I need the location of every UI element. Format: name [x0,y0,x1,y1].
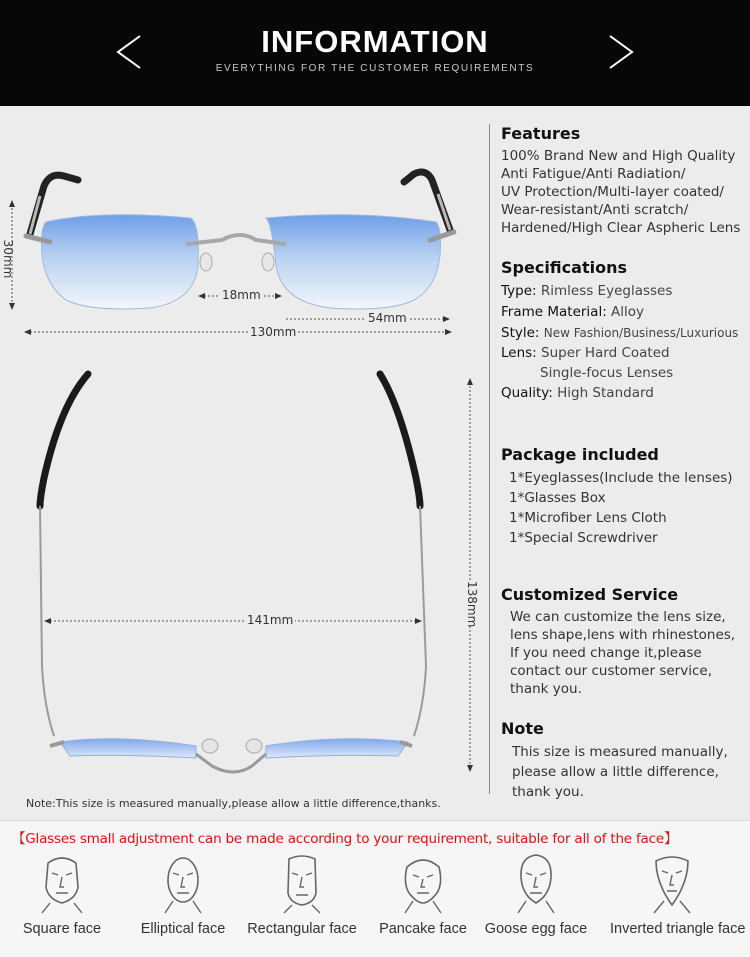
elliptical-face-icon [161,853,205,915]
lens-width-label: 54mm [368,311,407,325]
spec-material [501,302,738,322]
package-heading: Package included [501,445,659,464]
spec-style-label: Style: [501,325,540,341]
spec-quality-value: High Standard [557,385,654,401]
measurement-note: Note:This size is measured manually,please allow a little difference,thanks. [26,797,441,810]
bridge [186,235,286,244]
features-line: 100% Brand New and High Quality [501,148,736,164]
specifications-section [501,258,738,403]
service-line: contact our customer service, [510,663,712,679]
package-item: 1*Eyeglasses(Include the lenses) [509,470,733,486]
note-line: thank you. [512,784,584,800]
face-item [610,853,746,937]
face-label: Rectangular face [247,921,357,937]
chevron-right-icon[interactable] [604,34,638,70]
temple-length-label: 138mm [465,581,479,628]
top-view [40,374,473,772]
service-section [501,585,735,698]
features-line: UV Protection/Multi-layer coated/ [501,184,724,200]
right-lens [266,215,441,309]
right-temple [438,194,450,230]
spec-lens-cont [501,363,738,383]
face-label: Goose egg face [484,921,588,937]
package-item: 1*Glasses Box [509,490,606,506]
specifications-heading: Specifications [501,258,627,277]
face-list [0,853,750,953]
inverted-triangle-face-icon [650,853,694,915]
service-line: If you need change it,please [510,645,702,661]
lens-height-label: 30mm [1,239,15,279]
spec-type [501,281,738,301]
features-line: Wear-resistant/Anti scratch/ [501,202,689,218]
spec-style-value: New Fashion/Business/Luxurious [543,326,739,340]
adjustment-banner: 【Glasses small adjustment can be made according to your requirement, suitable for all of the face】 [12,831,678,847]
rectangular-face-icon [280,853,324,915]
package-item: 1*Special Screwdriver [509,530,658,546]
note-line: please allow a little difference, [512,764,719,780]
spec-type-label: Type: [501,283,537,299]
service-line: We can customize the lens size, [510,609,726,625]
package-section [501,445,733,548]
note-heading: Note [501,719,544,738]
spec-lens-value: Super Hard Coated [541,345,670,361]
goose-egg-face-icon [514,853,558,915]
spec-quality [501,383,738,403]
bridge-label: 18mm [222,288,261,302]
spec-type-value: Rimless Eyeglasses [540,283,673,299]
pancake-face-icon [401,853,445,915]
face-label: Elliptical face [140,921,226,937]
total-width-label: 130mm [250,325,297,339]
face-item [240,853,364,937]
header-banner [0,0,750,106]
service-heading: Customized Service [501,585,679,604]
spec-material-value: Alloy [611,304,645,320]
face-item [121,853,245,937]
features-heading: Features [501,124,581,143]
face-label: Pancake face [379,921,467,937]
face-item [361,853,485,937]
spec-quality-label: Quality: [501,385,553,401]
spec-lens-label: Lens: [501,345,537,361]
top-right-temple-tip [380,374,420,506]
features-section [501,124,740,237]
face-shapes-section [0,820,750,957]
page-subtitle: EVERYTHING FOR THE CUSTOMER REQUIREMENTS [215,63,535,74]
package-item: 1*Microfiber Lens Cloth [509,510,667,526]
face-item [474,853,598,937]
spec-lens [501,343,738,363]
square-face-icon [40,853,84,915]
service-line: thank you. [510,681,582,697]
spec-material-label: Frame Material: [501,304,607,320]
face-item [0,853,124,937]
features-line: Hardened/High Clear Aspheric Lens [501,220,741,236]
note-section [501,719,728,802]
face-label: Inverted triangle face [610,921,746,937]
glasses-illustration [0,106,490,796]
left-lens [42,215,199,309]
face-label: Square face [22,921,102,937]
service-line: lens shape,lens with rhinestones, [510,627,736,643]
spec-lens-value-2: Single-focus Lenses [540,365,674,381]
features-line: Anti Fatigue/Anti Radiation/ [501,166,686,182]
page-title: INFORMATION [261,24,489,59]
top-left-temple-tip [40,374,88,506]
spec-style [501,323,738,343]
frame-width-label: 141mm [247,613,294,627]
note-line: This size is measured manually, [512,744,728,760]
